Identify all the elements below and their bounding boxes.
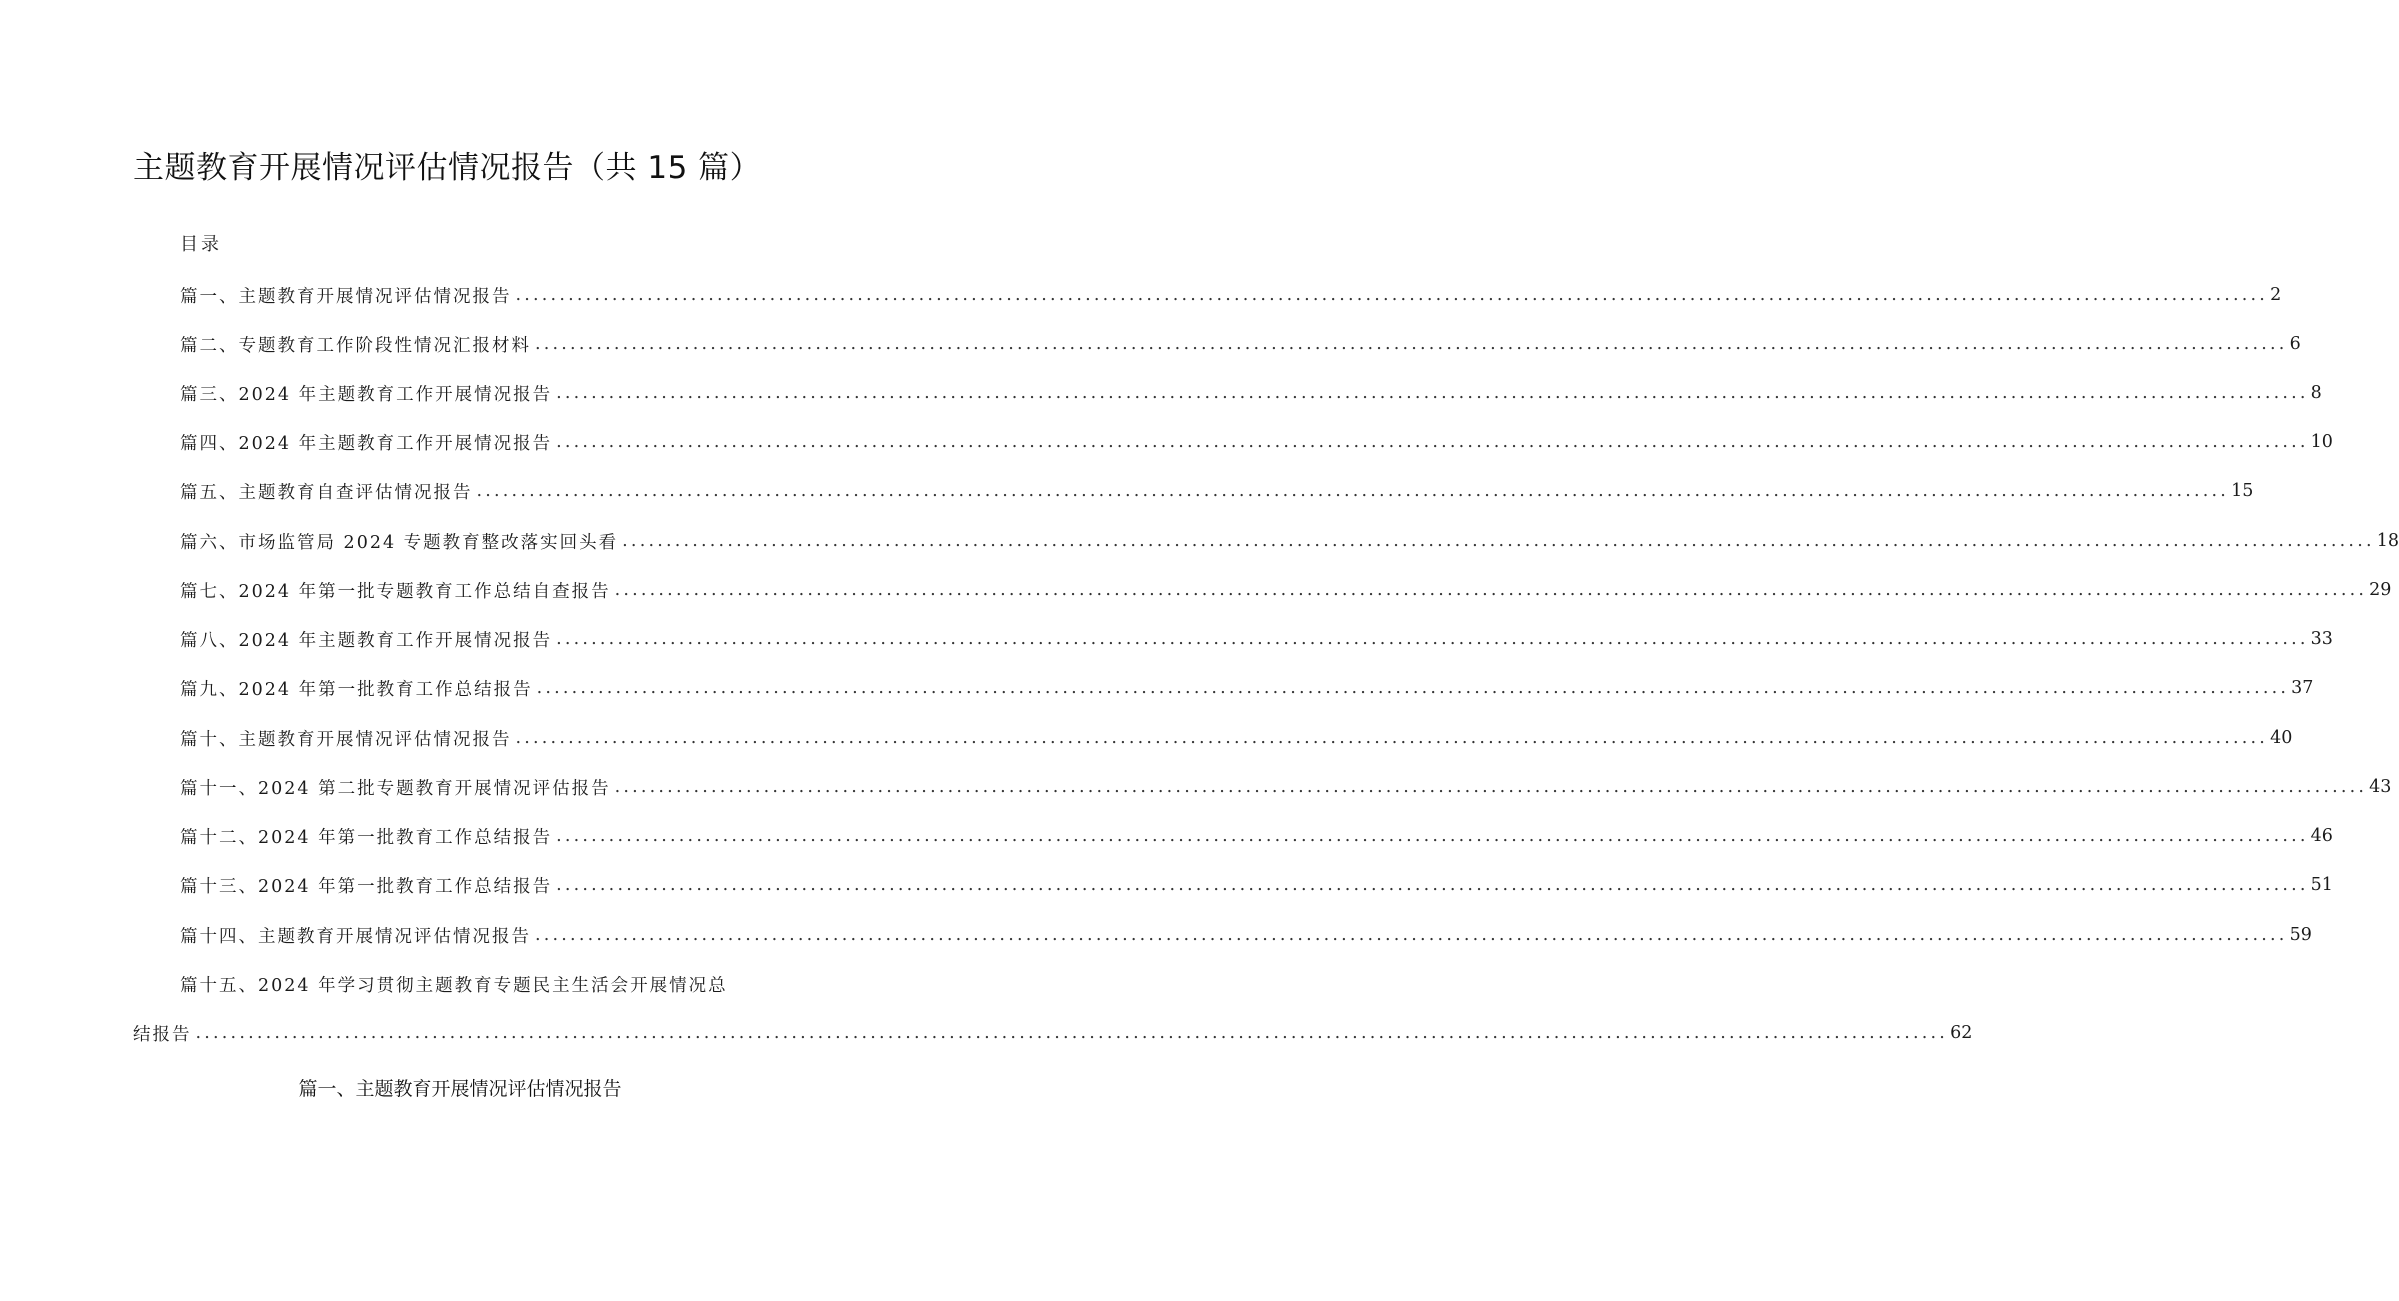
toc-entry-label: 结报告 (133, 1024, 192, 1045)
toc-entry-label: 篇十五、2024 年学习贯彻主题教育专题民主生活会开展情况总 (180, 975, 728, 996)
toc-dot-leader: ........................................................................................................................................................................................................ (515, 285, 2269, 305)
toc-entry[interactable] (180, 281, 2282, 309)
toc-entry-label: 篇四、2024 年主题教育工作开展情况报告 (180, 433, 553, 454)
toc-entry[interactable] (180, 822, 2333, 850)
toc-entry-label: 篇八、2024 年主题教育工作开展情况报告 (180, 630, 553, 651)
toc-entry-page: 59 (2289, 925, 2312, 945)
toc-entry[interactable] (180, 330, 2301, 358)
toc-entry-page: 10 (2310, 432, 2333, 452)
toc-entry-label: 篇十二、2024 年第一批教育工作总结报告 (180, 827, 553, 848)
section-heading: 篇一、主题教育开展情况评估情况报告 (298, 1078, 622, 1100)
toc-entry-page: 51 (2310, 875, 2333, 895)
toc-entry-label: 篇十四、主题教育开展情况评估情况报告 (180, 926, 531, 947)
toc-entry[interactable] (180, 674, 2314, 702)
toc-dot-leader: ........................................................................................................................................................................................................ (614, 580, 2368, 600)
toc-entry-label: 篇五、主题教育自查评估情况报告 (180, 482, 473, 503)
toc-entry-page: 15 (2231, 481, 2254, 501)
toc-entry[interactable] (180, 477, 2254, 505)
toc-entry-page: 2 (2270, 285, 2282, 305)
toc-entry-page: 37 (2291, 678, 2314, 698)
toc-dot-leader: ........................................................................................................................................................................................................ (614, 777, 2368, 797)
toc-dot-leader: ........................................................................................................................................................................................................ (556, 432, 2309, 452)
toc-entry[interactable] (180, 379, 2322, 407)
toc-entry[interactable] (180, 576, 2392, 604)
toc-heading: 目录 (180, 234, 222, 255)
toc-entry-page: 29 (2369, 580, 2392, 600)
toc-dot-leader: ........................................................................................................................................................................................................ (195, 1023, 1949, 1043)
toc-entry-wrapped[interactable] (180, 970, 772, 998)
toc-entry-label: 篇三、2024 年主题教育工作开展情况报告 (180, 384, 553, 405)
toc-dot-leader: ........................................................................................................................................................................................................ (556, 826, 2309, 846)
toc-dot-leader: ........................................................................................................................................................................................................ (556, 383, 2309, 403)
toc-entry-wrapped-continuation[interactable] (133, 1019, 1973, 1047)
toc-entry-label: 篇一、主题教育开展情况评估情况报告 (180, 286, 512, 307)
toc-dot-leader: ........................................................................................................................................................................................................ (535, 334, 2288, 354)
toc-entry-page: 62 (1950, 1023, 1973, 1043)
toc-entry-label: 篇二、专题教育工作阶段性情况汇报材料 (180, 335, 531, 356)
toc-entry[interactable] (180, 527, 2399, 555)
toc-entry-page: 6 (2289, 334, 2301, 354)
toc-entry[interactable] (180, 871, 2333, 899)
toc-entry-label: 篇十、主题教育开展情况评估情况报告 (180, 729, 512, 750)
toc-entry-page: 18 (2376, 531, 2399, 551)
toc-entry[interactable] (180, 428, 2333, 456)
toc-dot-leader: ........................................................................................................................................................................................................ (556, 875, 2309, 895)
toc-dot-leader: ........................................................................................................................................................................................................ (622, 531, 2375, 551)
toc-entry[interactable] (180, 724, 2293, 752)
toc-entry-page: 8 (2310, 383, 2322, 403)
toc-entry-label: 篇七、2024 年第一批专题教育工作总结自查报告 (180, 581, 611, 602)
toc-entry-page: 46 (2310, 826, 2333, 846)
toc-entry[interactable] (180, 773, 2392, 801)
toc-entry[interactable] (180, 921, 2312, 949)
toc-entry-page: 43 (2369, 777, 2392, 797)
toc-dot-leader: ........................................................................................................................................................................................................ (515, 728, 2269, 748)
toc-entry-page: 40 (2270, 728, 2293, 748)
toc-entry[interactable] (180, 625, 2333, 653)
toc-dot-leader: ........................................................................................................................................................................................................ (556, 629, 2309, 649)
toc-dot-leader: ........................................................................................................................................................................................................ (476, 481, 2230, 501)
toc-entry-label: 篇六、市场监管局 2024 专题教育整改落实回头看 (180, 532, 619, 553)
document-title: 主题教育开展情况评估情况报告（共 15 篇） (133, 150, 762, 186)
toc-dot-leader: ........................................................................................................................................................................................................ (535, 925, 2288, 945)
toc-entry-page: 33 (2310, 629, 2333, 649)
toc-entry-label: 篇十三、2024 年第一批教育工作总结报告 (180, 876, 553, 897)
toc-entry-label: 篇十一、2024 第二批专题教育开展情况评估报告 (180, 778, 611, 799)
toc-entry-label: 篇九、2024 年第一批教育工作总结报告 (180, 679, 533, 700)
toc-dot-leader: ........................................................................................................................................................................................................ (536, 678, 2290, 698)
